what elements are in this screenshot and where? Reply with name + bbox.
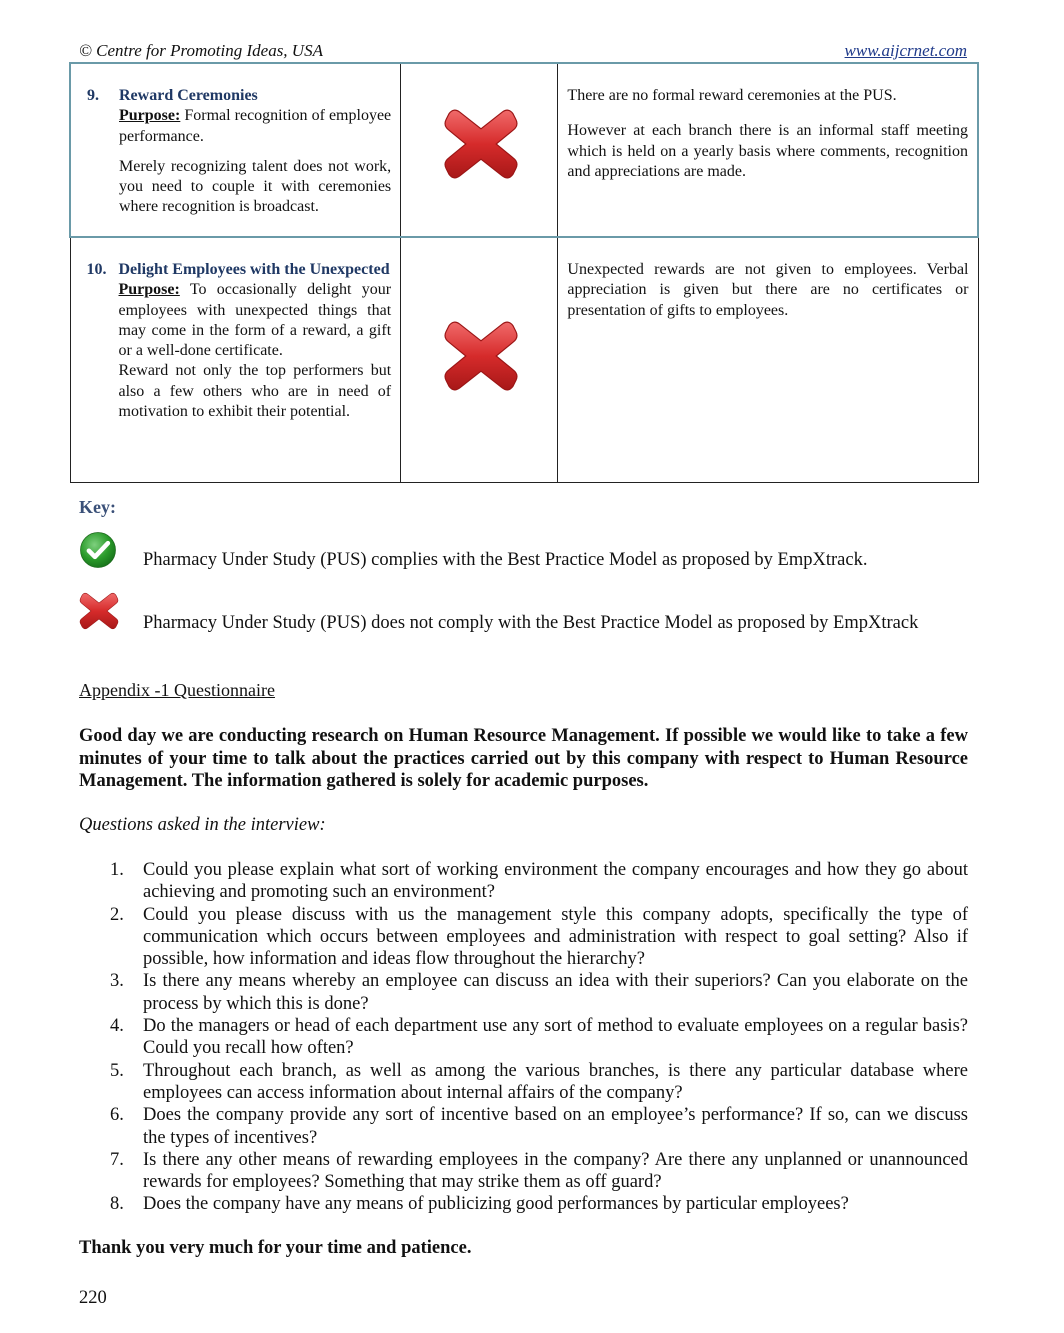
practice-number: 10. xyxy=(86,261,107,278)
key-text: Pharmacy Under Study (PUS) complies with the Best Practice Model as proposed by EmpXtrack. xyxy=(143,550,868,570)
practice-number: 9. xyxy=(87,87,99,104)
purpose-label: Purpose: xyxy=(119,107,181,125)
questions-label: Questions asked in the interview: xyxy=(79,815,326,835)
questions-list xyxy=(79,859,968,1216)
red-x-icon xyxy=(79,590,119,632)
key-heading: Key: xyxy=(79,497,116,517)
list-item: 8. Does the company have any means of publicizing good performances by particular employees? xyxy=(110,1194,849,1215)
red-x-icon xyxy=(443,106,519,182)
finding-text: However at each branch there is an informal staff meeting which is held on a yearly basis where comments, recognition and appreciations are made. xyxy=(567,122,968,180)
list-item: 1. Could you please explain what sort of working environment the company encourages and how they go about achieving and promoting such an environment? xyxy=(110,860,968,903)
practice-title: Reward Ceremonies xyxy=(119,87,258,104)
running-header xyxy=(79,40,967,63)
finding-cell xyxy=(558,237,978,482)
practice-cell xyxy=(70,63,401,237)
list-item: 4. Do the managers or head of each department use any sort of method to evaluate employees on a regular basis? Could you recall how often? xyxy=(110,1016,968,1059)
finding-cell xyxy=(558,63,978,237)
table-row xyxy=(70,237,978,482)
list-item: 2. Could you please discuss with us the management style this company adopts, specifically the type of communication which occurs between employees and administration with respect to goal setting? Also if possible, how information and ideas flow throughout the hierarchy? xyxy=(110,904,968,970)
practice-note: Reward not only the top performers but also a few others who are in need of motivation to exhibit their potential. xyxy=(118,362,392,421)
purpose-label: Purpose: xyxy=(118,281,180,299)
status-cell xyxy=(401,237,558,482)
list-item: 6. Does the company provide any sort of incentive based on an employee’s performance? If so, can we discuss the types of incentives? xyxy=(110,1105,968,1148)
journal-publisher: © Centre for Promoting Ideas, USA xyxy=(79,41,323,60)
finding-text: Unexpected rewards are not given to employees. Verbal appreciation is given but there are no certificates or presentation of gifts to employees. xyxy=(567,261,969,319)
questionnaire-intro: Good day we are conducting research on Human Resource Management. If possible we would like to take a few minutes of your time to talk about the practices carried out by this company with respect to Human Resource Management. The information gathered is solely for academic purposes. xyxy=(79,726,968,791)
practice-title: Delight Employees with the Unexpected xyxy=(118,261,390,278)
list-item: 3. Is there any means whereby an employee can discuss an idea with their superiors? Can you elaborate on the process by which this is done? xyxy=(110,971,968,1014)
purpose-text: Formal recognition of employee performance. xyxy=(119,107,392,145)
practice-cell xyxy=(70,237,401,482)
purpose-text: To occasionally delight your employees with unexpected things that may come in the form of a reward, a gift or a well-done certificate. xyxy=(118,281,392,360)
closing-thanks: Thank you very much for your time and patience. xyxy=(79,1238,472,1258)
finding-text: There are no formal reward ceremonies at the PUS. xyxy=(567,87,897,104)
page-number: 220 xyxy=(79,1288,107,1308)
appendix-heading: Appendix -1 Questionnaire xyxy=(79,680,275,700)
status-cell xyxy=(401,63,558,237)
key-text: Pharmacy Under Study (PUS) does not comply with the Best Practice Model as proposed by EmpXtrack xyxy=(143,613,919,633)
best-practice-table xyxy=(69,62,979,483)
table-row xyxy=(70,63,978,237)
green-check-icon xyxy=(79,530,117,570)
list-item: 5. Throughout each branch, as well as among the various branches, is there any particular database where employees can access information about internal affairs of the company? xyxy=(110,1060,968,1103)
red-x-icon xyxy=(443,318,519,394)
list-item: 7. Is there any other means of rewarding employees in the company? Are there any unplanned or unannounced rewards for employees? Something that may strike them as off guard? xyxy=(110,1149,968,1193)
practice-note: Merely recognizing talent does not work, you need to couple it with ceremonies where recognition is broadcast. xyxy=(119,157,392,216)
journal-website-link[interactable]: www.aijcrnet.com xyxy=(844,41,967,60)
